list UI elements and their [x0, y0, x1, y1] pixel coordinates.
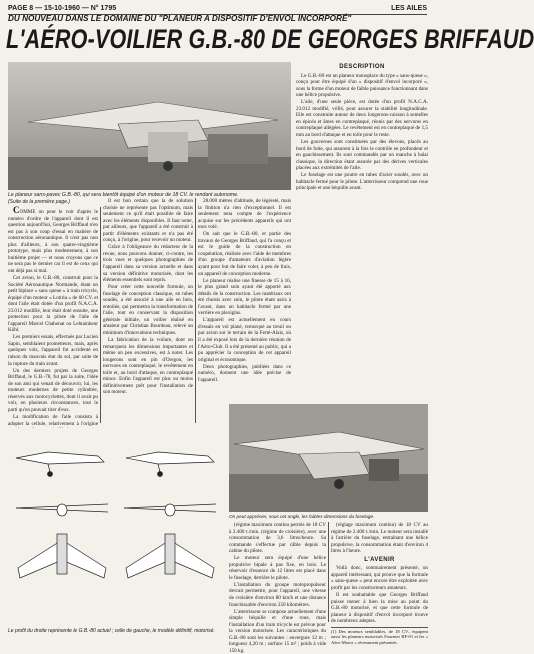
running-head-left: PAGE 8 — 15-10-1960 — N° 1795: [8, 4, 117, 12]
glider-three-view-diagram: [8, 428, 224, 624]
photo-top-caption: Le planeur sans-pavec G.B.-80, qui sera bientôt équipé d'un moteur de 18 CV. le rendant autonome.: [8, 192, 239, 198]
paragraph: (régime maximum continu permis de 18 CV à 2.400 t./min. (régime de croisière), avec une consommation de 3,6 litres/heure. Sa commande s'effectue par câble depuis la cabine du pilote.: [229, 522, 326, 555]
paragraph: Pour créer cette nouvelle formule, un fuselage de conception classique, en tubes soudés, a été associé à une aile en bois, entoilée, qui permettra la transformation de l'aile, tout en conservant la disposition générale initiale, un voilier réalisé en amateur par Christian Bourdeau, relevé un minimum d'innovations techniques.: [103, 284, 193, 336]
paragraph: On sait que le G.B.-80, et partie des travaux de Georges Briffaud, qui l'a conçu et est le guide de la construction en coopération, réalisée avec l'aide de membres d'un groupe d'amateurs d'aviation légère ayant pour but de faire voler, à peu de frais, un appareil de conception moderne.: [198, 231, 291, 277]
paragraph: Voilà donc, sommairement présenté, un appareil intéressant, qui prouve que la formule « sans-queue » peut encore être exploitée avec profit par les constructeurs amateurs.: [331, 565, 428, 591]
glider-photo-side: [229, 404, 428, 512]
paragraph: Il est souhaitable que Georges Briffaud puisse mener à bien la mise au point du G.B.-80 motorisé, et que cette formule de planeur à dispositif d'envol incorporé trouve de nombreux adeptes.: [331, 591, 428, 625]
paragraph: Grâce à l'obligeance du rédacteur de la revue, nous pouvons donner, ci-contre, les trois vues et quelques photographies de l'appareil dans sa version actuelle et dans sa version définitive motorisée, dont les éléments essentiels sont repris.: [103, 244, 193, 284]
section-heading-description: DESCRIPTION: [339, 64, 385, 70]
column-rule: [328, 522, 329, 622]
column-6-lower: [331, 522, 428, 645]
column-2: [103, 198, 193, 425]
paragraph: La modification de l'aile consista à adopter la cellule, relativement à l'origine: [8, 413, 98, 427]
column-1: [8, 207, 98, 425]
three-view-drawings: [8, 428, 224, 624]
paragraph: L'installation du groupe motopropulseur devrait permettre, pour l'appareil, une vitesse de croisière d'environ 80 km/h et une distance franchissable d'environ 250 kilomètres.: [229, 581, 326, 608]
drawings-caption: Le profil du droite représente le G.B.-80 actuel ; celle de gauche, le modèle définitif, motorisé.: [8, 628, 215, 634]
section-heading-avenir: L'AVENIR: [364, 556, 395, 563]
paragraph: Deux photographies, publiées dans ce numéro, donnent une idée précise de l'appareil.: [198, 363, 291, 383]
paragraph: Le moteur sera équipé d'une hélice propulsive bipale à pas fixe, en bois. Le réservoir d'essence de 12 litres est placé dans le fuselage, derrière le pilote.: [229, 555, 326, 581]
article-headline: L'AÉRO-VOILIER G.B.-80 DE GEORGES BRIFFAUD: [6, 24, 534, 54]
paragraph: Il est bon certain que la de solution choisie ne représente pas l'optimum, mais seulement ce qu'il était possible de faire avec les éléments disponibles. Il faut noter, par ailleurs, que l'appareil a été construit à partir d'éléments existants et n'a pas été conçu, à l'origine, pour recevoir un moteur.: [103, 198, 193, 244]
paragraph: Les premiers essais, effectués par Lucien Sapin, semblaient prometteurs, mais, après quelques vols, l'appareil fut accidenté en raison du mauvais état du sol, par suite de la rupture du train avant.: [8, 334, 98, 367]
glider-photo-illustration: [8, 62, 291, 190]
column-3: [198, 198, 291, 425]
column-rule: [195, 198, 196, 423]
column-description: [296, 62, 428, 400]
photo-glider-middle: [229, 404, 428, 512]
paragraph: Le planeur réalise une finesse de 15 à 16, le plus grand soin ayant été apporté aux détails de la construction. Les matériaux ont été choisis avec soin, le pilote étant assis à l'avant, dans un habitacle fermé par une verrière en plexiglas.: [198, 277, 291, 317]
paragraph: Le fuselage est une poutre en tubes d'acier soudés, avec un habitacle fermé pour le pilote. L'atterrisseur comprend une roue principale et une béquille avant.: [296, 172, 428, 192]
column-5: [229, 522, 326, 654]
photo-middle-caption: On peut apprécier, sous cet angle, les faibles dimensions du fuselage.: [229, 514, 375, 519]
paragraph: Cet avion, le G.B.-80, construit pour la Société Aéronautique Normande, étant un petit biplace « sans queue » à train tricycle, équipé d'un moteur « Lotiria » de 60 CV. et dont l'aile était dotée d'un profil N.A.C.A. 23.012 modifié, leur était doté ensuite, une protection pour la pilote de l'aile de l'appareil Marcel Chabonat ou Lehtainheur Köhl.: [8, 274, 98, 334]
paragraph: 28.000 mètres d'altitude, de légèreté, mais la finition n'a rien d'exceptionnel. Il est seulement tenu compte de l'expérience acquise sur les précédents appareils qui ont tous volé.: [198, 198, 291, 231]
paragraph: Les gouvernes sont constituées par des élevons, placés au bord de fuite, qui assurent à la fois le contrôle en profondeur et en gauchissement. Ils sont commandés par un manche à balai classique, la direction étant assurée par des dérives verticales placées aux extrémités de l'aile.: [296, 139, 428, 172]
paragraph: L'appareil est actuellement en cours d'essais en vol plané, remorqué au treuil ou par avion sur le terrain de la Ferté-Alais, où il a été exposé lors de la dernière réunion de l'Aéro-Club. Il a été présenté au public, qui a pu apprécier la conception de cet appareil original et économique.: [198, 317, 291, 363]
paragraph: La fabrication de la voilure, dont on remarquera les dimensions importantes et même un peu excessives, est à noter. Les longerons sont en pin d'Oregon, les nervures en contreplaqué, le revêtement en toile et, au bord d'attaque, en contreplaqué mince. Enfin l'appareil est plus ou moins définitivement prêt pour l'installation de son moteur.: [103, 336, 193, 396]
article-kicker: DU NOUVEAU DANS LE DOMAINE DU "PLANEUR A DISPOSITIF D'ENVOL INCORPORÉ": [8, 14, 352, 23]
paragraph: L'atterrisseur se compose actuellement d'une simple béquille et d'une roue, mais l'installation d'un train tricycle est prévue pour la version motorisée. Les caractéristiques du G.B.-80 sont les suivantes : envergure 12 m ; longueur 4,20 m ; surface 15 m² ; poids à vide 150 kg.: [229, 608, 326, 654]
footnote: (1) Des moteurs semblables, de 18 CV., équipent aussi les planeurs motorisés Fournier RF-01 et les « Aéro-Motor » récemment présentés.: [331, 628, 428, 645]
paragraph-lead: COMME on peut le voir d'après le numéro d'ordre de l'appareil dont il est question aujourd'hui, Georges Briffaud n'en est pas à son coup d'essai en matière de construction aéronautique. Il n'est pas non plus d'ailleurs, à son quatre-vingtième prototype, mais plus modestement, à son huitième projet — et nous croyons que ce ne sera pas le dernier car il est de ceux qui ont déjà pas si mal.: [8, 205, 98, 274]
paragraph: Le G.B.-80 est un planeur monoplace du type « sans-queue », conçu pour être équipé d'un « dispositif d'envol incorporé », sous la forme d'un moteur de faible puissance fonctionnant dans une hélice propulsive.: [296, 72, 428, 99]
paragraph: L'aile, d'une seule pièce, est dotée d'un profil N.A.C.A. 23.012 modifié, vrillé, pour assurer la stabilité longitudinale. Elle est construite autour de deux longerons-caisson à semelles en épicéa et âmes en contreplaqué, réunis par des nervures en contreplaqué allégées. Le revêtement est en contreplaqué de 1,5 mm au bord d'attaque et en toile pour le reste.: [296, 99, 428, 138]
photo-glider-top: [8, 62, 291, 190]
continued-note: (Suite de la première page.): [8, 199, 70, 205]
running-head-right: LES AILES: [391, 4, 427, 12]
paragraph: (réglage maximum continu) de 18 CV au régime de 2.400 t./min. Le moteur sera installé à l'arrière du fuselage, entraînant une hélice propulsive, la consommation étant d'environ 4 litres à l'heure.: [331, 522, 428, 555]
column-rule: [100, 207, 101, 423]
paragraph: Un des derniers projets de Georges Briffaud, le G.B.-78, fut par la suite, l'idée de son ami qui venait de découvrir, lui, les moteurs modernes de petite cylindrée, réservés aux motocyclettes, dont il avait pu voir, en plusieurs circonstances, tout le parti qu'on pouvait tirer d'eux.: [8, 367, 98, 413]
